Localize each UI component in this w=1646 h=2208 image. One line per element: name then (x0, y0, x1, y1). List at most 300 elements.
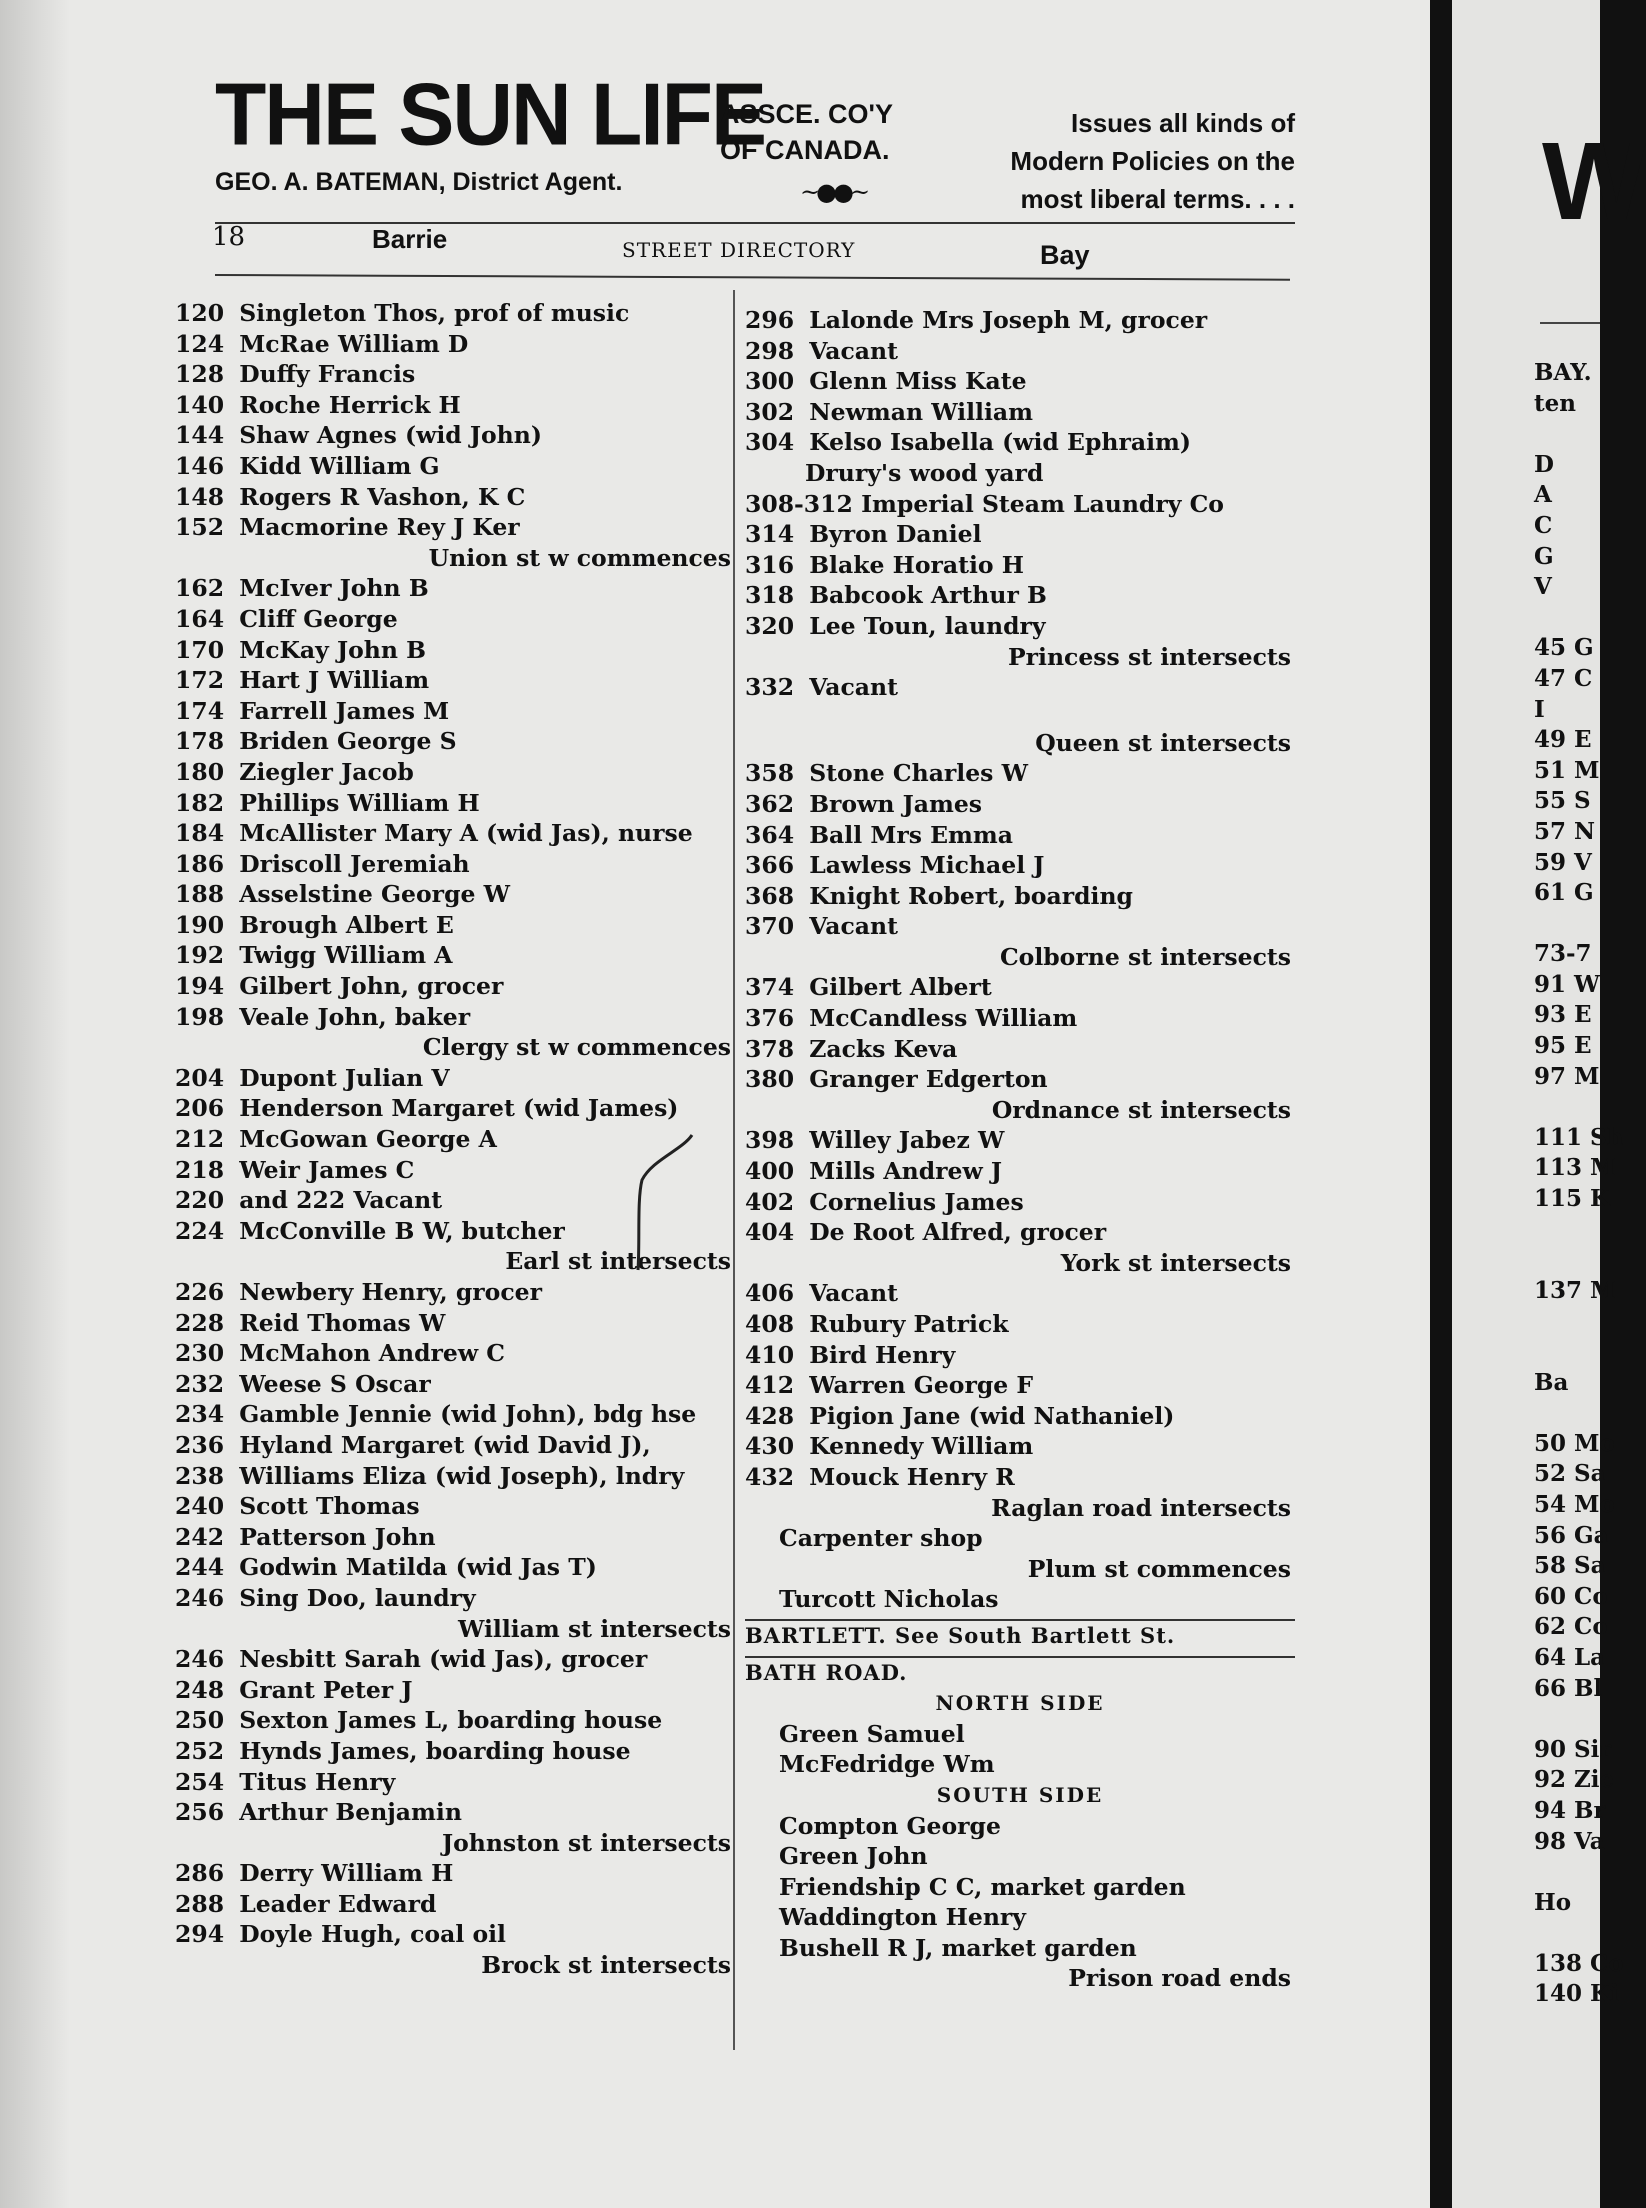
house-number: 206 (175, 1094, 225, 1123)
resident-name: De Root Alfred, grocer (809, 1218, 1107, 1247)
resident-name: Williams Eliza (wid Joseph), lndry (239, 1461, 685, 1490)
house-number: 294 (175, 1920, 225, 1949)
directory-entry (745, 1156, 1295, 1187)
street-intersection: William st intersects (457, 1614, 731, 1643)
house-number: 256 (175, 1798, 225, 1827)
directory-entry: Bushell R J, market garden (779, 1933, 1137, 1962)
directory-entry (745, 850, 1295, 881)
house-number: 128 (175, 360, 225, 389)
house-number: 314 (745, 520, 795, 549)
resident-name: Roche Herrick H (239, 390, 461, 419)
adjacent-line (1534, 1306, 1624, 1337)
directory-entry (745, 820, 1295, 851)
house-number: 432 (745, 1462, 795, 1491)
directory-entry (175, 1461, 735, 1492)
resident-name: McConville B W, butcher (239, 1216, 565, 1245)
house-number: 236 (175, 1430, 225, 1459)
directory-entry (745, 1187, 1295, 1218)
directory-entry (745, 972, 1295, 1003)
advert-company-line2: OF CANADA. (720, 135, 890, 165)
house-number: 246 (175, 1645, 225, 1674)
resident-name: Veale John, baker (239, 1002, 471, 1031)
directory-entry (175, 1369, 735, 1400)
resident-name: McIver John B (239, 574, 429, 603)
house-number: 246 (175, 1583, 225, 1612)
adjacent-line: 64 La (1534, 1643, 1606, 1671)
house-number: 228 (175, 1308, 225, 1337)
house-number: 170 (175, 635, 225, 664)
resident-name: Knight Robert, boarding (809, 881, 1133, 910)
resident-name: Weir James C (239, 1155, 415, 1184)
resident-name: Byron Daniel (809, 520, 982, 549)
house-number: 364 (745, 820, 795, 849)
house-number: 180 (175, 757, 225, 786)
house-number: 376 (745, 1004, 795, 1033)
house-number: 406 (745, 1279, 795, 1308)
resident-name: Leader Edward (239, 1889, 437, 1918)
adjacent-line: 111 Sh (1534, 1123, 1624, 1151)
house-number: 152 (175, 513, 225, 542)
house-number: 410 (745, 1340, 795, 1369)
directory-entry (175, 298, 735, 329)
house-number: 218 (175, 1155, 225, 1184)
house-number: 204 (175, 1063, 225, 1092)
resident-name: Cornelius James (809, 1187, 1024, 1216)
resident-name: Briden George S (239, 727, 457, 756)
resident-name: Sing Doo, laundry (239, 1583, 476, 1612)
directory-entry (175, 1308, 735, 1339)
resident-name: Ziegler Jacob (239, 757, 414, 786)
resident-name: Warren George F (809, 1371, 1034, 1400)
directory-entry (175, 665, 735, 696)
house-number: 398 (745, 1126, 795, 1155)
ornament-icon: ~●●~ (800, 178, 867, 206)
adjacent-line: 57 N (1534, 817, 1596, 845)
resident-name: Imperial Steam Laundry Co (861, 489, 1224, 518)
adjacent-line: A (1534, 481, 1552, 509)
resident-name: Farrell James M (239, 696, 450, 725)
house-number: 286 (175, 1859, 225, 1888)
house-number: 240 (175, 1492, 225, 1521)
header-rule (215, 274, 1290, 281)
house-number: 188 (175, 880, 225, 909)
directory-entry (175, 1002, 735, 1033)
resident-name: Asselstine George W (239, 880, 511, 909)
adjacent-line: 90 Sir (1534, 1735, 1612, 1763)
directory-entry (175, 1430, 735, 1461)
resident-name: Newbery Henry, grocer (239, 1278, 542, 1306)
directory-entry (175, 482, 735, 513)
directory-entry (745, 1217, 1295, 1248)
directory-entry: Compton George (779, 1811, 1001, 1840)
house-number: 124 (175, 329, 225, 358)
street-intersection: Johnston st intersects (441, 1828, 731, 1857)
adjacent-line: Ba (1534, 1368, 1569, 1396)
house-number: 412 (745, 1371, 795, 1400)
directory-entry (175, 512, 735, 543)
resident-name: Gilbert John, grocer (239, 972, 504, 1001)
advert-issues-line1: Issues all kinds of (1071, 108, 1295, 138)
directory-entry (175, 1491, 735, 1522)
house-number: 178 (175, 727, 225, 756)
adjacent-line (1534, 1857, 1624, 1888)
resident-name: Lalonde Mrs Joseph M, grocer (809, 306, 1208, 334)
directory-entry (175, 1919, 735, 1950)
side-heading: NORTH SIDE (935, 1691, 1105, 1716)
directory-entry (175, 818, 735, 849)
adjacent-line: 56 Ga (1534, 1521, 1609, 1549)
resident-name: Phillips William H (239, 788, 480, 817)
house-number: 226 (175, 1278, 225, 1306)
house-number: 288 (175, 1889, 225, 1918)
adjacent-line (1534, 1092, 1624, 1123)
house-number: 320 (745, 611, 795, 640)
resident-name: Nesbitt Sarah (wid Jas), grocer (239, 1645, 648, 1674)
adjacent-line: 66 Bl (1534, 1674, 1603, 1702)
adjacent-line: 138 Co (1534, 1949, 1624, 1977)
house-number: 162 (175, 574, 225, 603)
resident-name: McAllister Mary A (wid Jas), nurse (239, 819, 693, 848)
adjacent-line: C (1534, 511, 1553, 539)
adjacent-line (1534, 603, 1624, 634)
directory-entry-continued: Drury's wood yard (805, 458, 1044, 487)
adjacent-line: G (1534, 542, 1554, 570)
adjacent-line: ten (1534, 389, 1576, 417)
directory-entry (745, 397, 1295, 428)
adjacent-page (1452, 0, 1646, 2208)
adjacent-line: 54 Mo (1534, 1490, 1615, 1518)
house-number: 144 (175, 421, 225, 450)
directory-entry (175, 1736, 735, 1767)
adjacent-line: 137 M (1534, 1276, 1616, 1304)
directory-entry (175, 757, 735, 788)
directory-entry: Friendship C C, market garden (779, 1872, 1186, 1901)
directory-entry (745, 1278, 1295, 1309)
adjacent-line: 113 M (1534, 1154, 1616, 1182)
house-number: 120 (175, 299, 225, 327)
resident-name: McRae William D (239, 329, 469, 358)
resident-name: Gamble Jennie (wid John), bdg hse (239, 1400, 697, 1429)
resident-name: Scott Thomas (239, 1492, 420, 1521)
resident-name: Twigg William A (239, 941, 453, 970)
house-number: 192 (175, 941, 225, 970)
house-number: 140 (175, 390, 225, 419)
directory-entry (745, 580, 1295, 611)
directory-entry: McFedridge Wm (779, 1750, 995, 1779)
directory-entry (175, 1675, 735, 1706)
side-heading: SOUTH SIDE (936, 1782, 1104, 1807)
house-number: 164 (175, 604, 225, 633)
directory-entry (175, 1277, 735, 1308)
directory-entry: Waddington Henry (779, 1903, 1026, 1932)
adjacent-line (1534, 1337, 1624, 1368)
adjacent-line (1534, 1918, 1624, 1949)
advert-agent: GEO. A. BATEMAN, District Agent. (215, 168, 623, 196)
resident-name: Brown James (809, 789, 982, 818)
resident-name: Hynds James, boarding house (239, 1736, 631, 1765)
resident-name: Kelso Isabella (wid Ephraim) (809, 428, 1191, 457)
adjacent-line: 61 G (1534, 879, 1594, 907)
directory-entry (745, 1003, 1295, 1034)
house-number: 230 (175, 1339, 225, 1368)
directory-entry (175, 329, 735, 360)
pencil-mark (632, 1130, 702, 1280)
house-number: 300 (745, 367, 795, 396)
house-number: 190 (175, 910, 225, 939)
resident-name: Ball Mrs Emma (809, 820, 1013, 849)
directory-entry (745, 881, 1295, 912)
resident-name: Glenn Miss Kate (809, 367, 1027, 396)
street-intersection: Union st w commences (428, 543, 731, 572)
resident-name: McGowan George A (239, 1125, 497, 1154)
directory-entry (175, 1858, 735, 1889)
directory-entry (175, 1705, 735, 1736)
house-number: 148 (175, 482, 225, 511)
adjacent-line: 94 Br (1534, 1796, 1606, 1824)
directory-entry (175, 451, 735, 482)
advert-issues (945, 104, 1295, 218)
adjacent-line: 60 Co (1534, 1582, 1608, 1610)
directory-entry (745, 758, 1295, 789)
resident-name: Godwin Matilda (wid Jas T) (239, 1553, 597, 1582)
resident-name: McCandless William (809, 1004, 1078, 1033)
house-number: 332 (745, 673, 795, 702)
house-number: 316 (745, 550, 795, 579)
resident-name: Dupont Julian V (239, 1063, 450, 1092)
directory-entry (175, 971, 735, 1002)
house-number: 404 (745, 1218, 795, 1247)
advert-company (720, 96, 893, 168)
directory-entry (175, 1644, 735, 1675)
resident-name: Willey Jabez W (809, 1126, 1005, 1155)
street-intersection: Brock st intersects (481, 1951, 731, 1980)
directory-entry (745, 519, 1295, 550)
house-number: 234 (175, 1400, 225, 1429)
resident-name: Singleton Thos, prof of music (239, 299, 630, 327)
house-number: 400 (745, 1157, 795, 1186)
adjacent-line: 55 S (1534, 787, 1591, 815)
resident-name: Weese S Oscar (239, 1369, 431, 1398)
resident-name: Grant Peter J (239, 1675, 413, 1704)
directory-entry (745, 1034, 1295, 1065)
resident-name: Vacant (809, 336, 898, 365)
house-number: 184 (175, 819, 225, 848)
resident-name: Cliff George (239, 604, 398, 633)
resident-name: Mouck Henry R (809, 1462, 1015, 1491)
resident-name: Patterson John (239, 1522, 436, 1551)
street-intersection: Plum st commences (1027, 1554, 1291, 1583)
resident-name: and 222 Vacant (239, 1186, 443, 1215)
house-number: 254 (175, 1767, 225, 1796)
directory-entry (745, 366, 1295, 397)
directory-entry (175, 940, 735, 971)
adjacent-line: 73-7 (1534, 940, 1592, 968)
blank-line (745, 703, 1295, 728)
advert-title: THE SUN LIFE (215, 64, 766, 164)
adjacent-line: 97 M (1534, 1062, 1600, 1090)
house-number: 186 (175, 849, 225, 878)
resident-name: Sexton James L, boarding house (239, 1706, 663, 1735)
house-number: 296 (745, 306, 795, 334)
directory-entry (175, 879, 735, 910)
adjacent-line: BAY. (1534, 359, 1592, 386)
house-number: 304 (745, 428, 795, 457)
section-heading: BATH ROAD. (745, 1656, 1295, 1689)
resident-name: Vacant (809, 912, 898, 941)
street-intersection: Princess st intersects (1007, 642, 1291, 671)
directory-entry (175, 1583, 735, 1614)
resident-name: Titus Henry (239, 1767, 396, 1796)
adjacent-column (1534, 358, 1624, 2010)
right-column (745, 305, 1295, 1994)
resident-name: Lee Toun, laundry (809, 611, 1046, 640)
house-number: 318 (745, 581, 795, 610)
header-section: STREET DIRECTORY (622, 238, 856, 262)
house-number: 174 (175, 696, 225, 725)
directory-entry (175, 1767, 735, 1798)
directory-entry (175, 390, 735, 421)
directory-entry: Green John (779, 1842, 928, 1871)
house-number: 250 (175, 1706, 225, 1735)
house-number: 252 (175, 1736, 225, 1765)
adjacent-line: 50 Mo (1534, 1429, 1615, 1457)
resident-name: Hart J William (239, 666, 430, 695)
page-number: 18 (212, 222, 246, 252)
adjacent-line: 98 Va (1534, 1827, 1605, 1855)
house-number: 232 (175, 1369, 225, 1398)
directory-entry (745, 305, 1295, 336)
adjacent-heading: W (1542, 120, 1646, 243)
resident-name: Lawless Michael J (809, 851, 1045, 880)
adjacent-line (1534, 1398, 1624, 1429)
directory-entry: Green Samuel (779, 1719, 965, 1748)
directory-entry (745, 1340, 1295, 1371)
resident-name: Kennedy William (809, 1432, 1034, 1461)
directory-entry (175, 1889, 735, 1920)
directory-entry (175, 910, 735, 941)
street-intersection: Raglan road intersects (991, 1493, 1291, 1522)
resident-name: Duffy Francis (239, 360, 416, 389)
house-number: 358 (745, 759, 795, 788)
resident-name: Blake Horatio H (809, 550, 1024, 579)
street-intersection: Prison road ends (1068, 1964, 1291, 1993)
street-intersection: Queen st intersects (1035, 728, 1291, 757)
adjacent-line: 49 E (1534, 726, 1592, 754)
directory-entry (175, 573, 735, 604)
adjacent-line: 92 Zie (1534, 1766, 1615, 1794)
house-number: 308-312 (745, 489, 853, 518)
adjacent-rule (1540, 322, 1600, 324)
resident-name: Arthur Benjamin (239, 1798, 462, 1827)
resident-name: Vacant (809, 1279, 898, 1308)
resident-name: Shaw Agnes (wid John) (239, 421, 542, 450)
adjacent-line (1534, 1704, 1624, 1735)
house-number: 182 (175, 788, 225, 817)
adjacent-line: 52 Sa (1534, 1460, 1606, 1488)
directory-entry (175, 1797, 735, 1828)
resident-name: Granger Edgerton (809, 1065, 1048, 1094)
directory-entry (175, 1522, 735, 1553)
resident-name: Brough Albert E (239, 910, 454, 939)
header-street: Bay (1040, 240, 1090, 270)
adjacent-line: Ho (1534, 1888, 1572, 1916)
house-number: 220 (175, 1186, 225, 1215)
directory-entry: Carpenter shop (779, 1524, 983, 1553)
house-number: 430 (745, 1432, 795, 1461)
house-number: 244 (175, 1553, 225, 1582)
resident-name: Henderson Margaret (wid James) (239, 1094, 679, 1123)
adjacent-line: 115 K (1534, 1185, 1611, 1213)
street-intersection: Clergy st w commences (422, 1033, 731, 1062)
house-number: 370 (745, 912, 795, 941)
house-number: 302 (745, 397, 795, 426)
adjacent-line: 59 V (1534, 848, 1592, 876)
directory-entry (745, 1125, 1295, 1156)
directory-entry (745, 336, 1295, 367)
house-number: 146 (175, 451, 225, 480)
adjacent-line (1534, 419, 1624, 450)
resident-name: Hyland Margaret (wid David J), (239, 1430, 651, 1459)
directory-entry (175, 1552, 735, 1583)
directory-entry (175, 604, 735, 635)
adjacent-line (1534, 1215, 1624, 1246)
house-number: 366 (745, 851, 795, 880)
house-number: 378 (745, 1034, 795, 1063)
header-city: Barrie (372, 224, 448, 254)
house-number: 242 (175, 1522, 225, 1551)
adjacent-line: 51 M (1534, 756, 1600, 784)
directory-entry (175, 1399, 735, 1430)
directory-entry (175, 849, 735, 880)
directory-entry (745, 611, 1295, 642)
street-intersection: Ordnance st intersects (991, 1095, 1291, 1124)
house-number: 428 (745, 1401, 795, 1430)
resident-name: Kidd William G (239, 451, 440, 480)
resident-name: Gilbert Albert (809, 973, 992, 1002)
resident-name: McMahon Andrew C (239, 1339, 505, 1368)
house-number: 238 (175, 1461, 225, 1490)
adjacent-line (1534, 909, 1624, 940)
resident-name: Doyle Hugh, coal oil (239, 1920, 506, 1949)
house-number: 374 (745, 973, 795, 1002)
directory-entry: Turcott Nicholas (779, 1585, 999, 1614)
house-number: 408 (745, 1310, 795, 1338)
house-number: 248 (175, 1675, 225, 1704)
directory-entry (745, 672, 1295, 703)
directory-entry (745, 1370, 1295, 1401)
directory-entry (745, 427, 1295, 458)
directory-entry (745, 1064, 1295, 1095)
house-number: 298 (745, 336, 795, 365)
directory-entry (175, 359, 735, 390)
adjacent-line (1534, 1245, 1624, 1276)
resident-name: Macmorine Rey J Ker (239, 513, 520, 542)
street-intersection: Earl st intersects (505, 1247, 731, 1276)
adjacent-line: 93 E (1534, 1001, 1592, 1029)
advert-issues-line2: Modern Policies on the (1010, 146, 1295, 176)
adjacent-line: 91 W (1534, 970, 1600, 998)
adjacent-line: 47 C (1534, 664, 1593, 692)
directory-entry (175, 788, 735, 819)
adjacent-line: 58 Sa (1534, 1552, 1606, 1580)
column-divider (733, 290, 735, 2050)
resident-name: McKay John B (239, 635, 427, 664)
directory-entry (745, 911, 1295, 942)
section-heading: BARTLETT. See South Bartlett St. (745, 1619, 1295, 1652)
directory-entry (175, 1093, 735, 1124)
advert-issues-line3: most liberal terms. . . . (1020, 184, 1295, 214)
resident-name: Driscoll Jeremiah (239, 849, 470, 878)
